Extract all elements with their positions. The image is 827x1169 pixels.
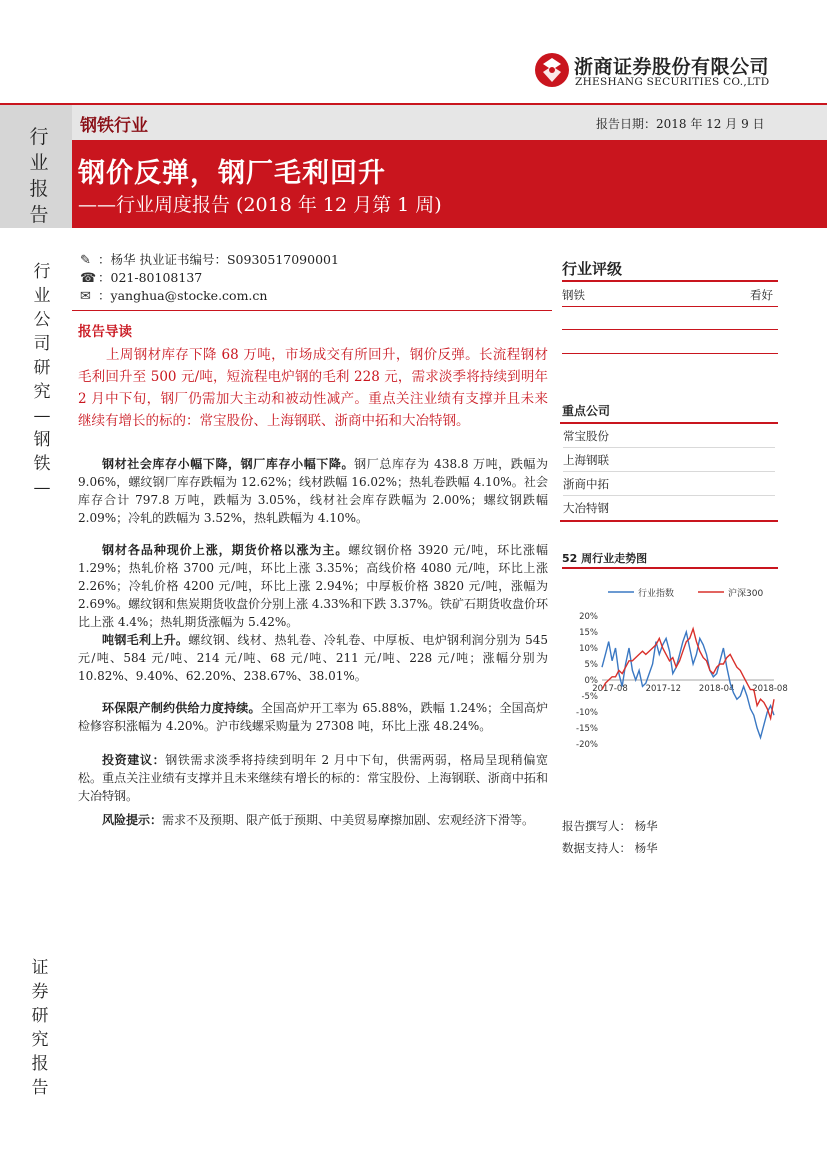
x-tick-label: 2018-04 bbox=[698, 684, 735, 694]
rating-rule-2 bbox=[562, 329, 778, 330]
author-sep: ： bbox=[98, 252, 111, 267]
paragraph-body: 螺纹钢、线材、热轧卷、冷轧卷、中厚板、电炉钢利润分别为 545 元/吨、584 元/吨、214 元/吨、68 元/吨、211 元/吨、228 元/吨；涨幅分别为 10.82%、9.40%、62.20%、238.67%、38.01%。 bbox=[78, 633, 548, 683]
guide-heading: 报告导读 bbox=[78, 324, 132, 340]
rating-rule-3 bbox=[562, 353, 778, 354]
phone-icon: ☎ bbox=[80, 271, 97, 286]
company-name-en: ZHESHANG SECURITIES CO.,LTD bbox=[575, 76, 770, 88]
author-email[interactable]: yanghua@stocke.com.cn bbox=[110, 288, 268, 303]
paragraph-head: 环保限产制约供给力度持续。 bbox=[102, 701, 261, 715]
y-tick-label: 0% bbox=[584, 676, 598, 686]
chart-title: 52 周行业走势图 bbox=[562, 552, 648, 565]
section-divider bbox=[72, 310, 552, 311]
paragraph-head: 钢材各品种现价上涨，期货价格以涨为主。 bbox=[102, 543, 349, 557]
guide-lead-paragraph: 上周钢材库存下降 68 万吨，市场成交有所回升，钢价反弹。长流程钢材毛利回升至 500 元/吨，短流程电炉钢的毛利 228 元，需求淡季将持续到明年 2 月中下旬，钢厂仍需加大主动和被动性减产。重点关注业绩有支撑并且未来继续有增长的标的：常宝股份、上海钢联、浙商中拓和大冶特钢。 bbox=[78, 347, 548, 429]
y-tick-label: -20% bbox=[576, 740, 598, 750]
paragraph-investment bbox=[78, 751, 548, 805]
rating-heading: 行业评级 bbox=[562, 260, 623, 278]
author-row bbox=[80, 250, 339, 268]
list-item: 常宝股份 bbox=[563, 424, 775, 448]
legend-label: 行业指数 bbox=[638, 589, 675, 599]
paragraph-production bbox=[78, 699, 548, 735]
paragraph-body: 需求不及预期、限产低于预期、中美贸易摩擦加剧、宏观经济下滑等。 bbox=[162, 813, 535, 827]
phone-sep: ： bbox=[98, 270, 111, 285]
list-item: 上海钢联 bbox=[563, 448, 775, 472]
company-logo-mark bbox=[534, 52, 570, 88]
company-name-cn: 浙商证券股份有限公司 bbox=[574, 56, 770, 78]
y-tick-label: 15% bbox=[579, 628, 598, 638]
report-writer: 报告撰写人： 杨华 bbox=[562, 819, 658, 833]
side-label-middle: 行业公司研究—钢铁— bbox=[33, 262, 51, 498]
paragraph-head: 吨钢毛利上升。 bbox=[102, 633, 189, 647]
report-date: 报告日期：2018 年 12 月 9 日 bbox=[596, 117, 765, 131]
y-tick-label: 5% bbox=[584, 660, 598, 670]
author-name: 杨华 执业证书编号：S0930517090001 bbox=[110, 252, 339, 267]
paragraph-head: 风险提示： bbox=[102, 813, 163, 827]
y-tick-label: 20% bbox=[579, 612, 598, 622]
y-tick-label: -10% bbox=[576, 708, 598, 718]
paragraph-body: 钢铁需求淡季将持续到明年 2 月中下旬，供需两弱，格局呈现稍偏宽松。重点关注业绩有支撑并且未来继续有增长的标的：常宝股份、上海钢联、浙商中拓和大冶特钢。 bbox=[78, 753, 548, 803]
x-tick-label: 2017-12 bbox=[645, 684, 682, 694]
author-phone: 021-80108137 bbox=[110, 270, 203, 285]
phone-row bbox=[80, 268, 202, 286]
industry-label: 钢铁行业 bbox=[80, 116, 148, 136]
paragraph-body: 全国高炉开工率为 65.88%，跌幅 1.24%；全国高炉检修容积涨幅为 4.20%。沪市线螺采购量为 27308 吨，环比上涨 48.24%。 bbox=[78, 701, 548, 733]
paragraph-risk bbox=[78, 811, 548, 829]
paragraph-head: 投资建议： bbox=[102, 753, 166, 767]
report-category-vertical: 行业报告 bbox=[29, 126, 49, 226]
email-row bbox=[80, 286, 267, 304]
report-title: 钢价反弹，钢厂毛利回升 bbox=[78, 158, 386, 189]
list-item: 浙商中拓 bbox=[563, 472, 775, 496]
y-tick-label: 10% bbox=[579, 644, 598, 654]
key-companies-heading: 重点公司 bbox=[562, 404, 611, 418]
rating-value: 看好 bbox=[750, 288, 773, 302]
x-tick-label: 2017-08 bbox=[592, 684, 628, 694]
email-sep: ： bbox=[98, 288, 111, 303]
x-tick-label: 2018-08 bbox=[752, 684, 788, 694]
pen-icon: ✎ bbox=[80, 253, 91, 268]
paragraph-head: 钢材社会库存小幅下降，钢厂库存小幅下降。 bbox=[102, 457, 355, 471]
paragraph-margins bbox=[78, 631, 548, 685]
trend-chart bbox=[560, 578, 788, 754]
y-tick-label: -15% bbox=[576, 724, 598, 734]
data-support: 数据支持人： 杨华 bbox=[562, 841, 658, 855]
rating-rule-1 bbox=[562, 306, 778, 307]
paragraph-body: 钢厂总库存为 438.8 万吨，跌幅为 9.06%，螺纹钢厂库存跌幅为 12.62%；线材跌幅 16.02%；热轧卷跌幅 4.10%。社会库存合计 797.8 万吨，跌幅为 3.05%，线材社会库存跌幅为 2.00%；螺纹钢跌幅 2.09%；冷轧的跌幅为 3.52%，热轧跌幅为 4.10%。 bbox=[78, 457, 548, 525]
list-item: 大冶特钢 bbox=[563, 501, 609, 515]
rating-sector: 钢铁 bbox=[562, 288, 585, 302]
paragraph-body: 螺纹钢价格 3920 元/吨，环比涨幅 1.29%；热轧价格 3700 元/吨，环比上涨 3.35%；高线价格 4080 元/吨，环比上涨 2.26%；冷轧价格 4200 元/吨，环比上涨 2.94%；中厚板价格 3820 元/吨，涨幅为 2.69%。螺纹钢和焦炭期货收盘价分别上涨 4.33%和下跌 3.37%。铁矿石期货收盘价环比上涨 4.4%；热轧期货涨幅为 5.42%。 bbox=[78, 543, 548, 629]
rating-rule bbox=[562, 280, 778, 282]
paragraph-prices bbox=[78, 541, 548, 631]
report-subtitle: ——行业周度报告 (2018 年 12 月第 1 周) bbox=[78, 194, 442, 216]
side-label-bottom: 证券研究报告 bbox=[31, 958, 49, 1098]
key-companies-list bbox=[560, 422, 778, 522]
y-tick-label: -5% bbox=[581, 692, 598, 702]
paragraph-inventory bbox=[78, 455, 548, 527]
envelope-icon: ✉ bbox=[80, 289, 91, 304]
chart-rule bbox=[562, 567, 778, 569]
legend-label: 沪深300 bbox=[728, 589, 764, 599]
